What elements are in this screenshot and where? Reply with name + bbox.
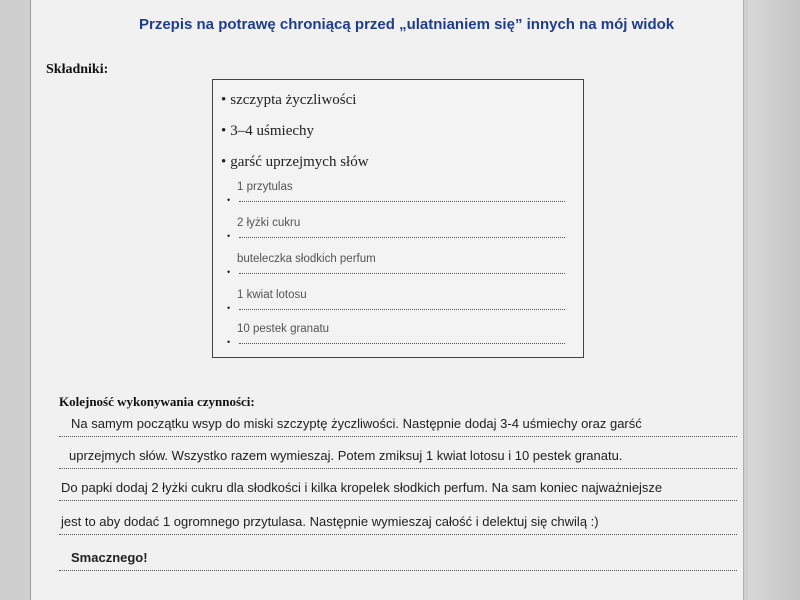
ingredient-dotted-item: • 1 przytulas [235, 181, 565, 209]
bullet-icon: • [227, 303, 231, 313]
ingredients-heading: Składniki: [46, 62, 109, 77]
bullet-icon: • [221, 92, 227, 108]
step-text-line: uprzejmych słów. Wszystko razem wymieszaj. Potem zmiksuj 1 kwiat lotosu i 10 pestek granatu. [59, 446, 737, 472]
step-text-line: jest to aby dodać 1 ogromnego przytulasa. Następnie wymieszaj całość i delektuj się chwilą :) [59, 512, 737, 538]
bullet-icon: • [227, 337, 231, 347]
ingredients-box [212, 79, 584, 358]
dotted-line [239, 237, 565, 238]
ingredient-bullet-item: • 3–4 uśmiechy [221, 123, 315, 139]
ingredient-dotted-item: • buteleczka słodkich perfum [235, 253, 565, 281]
bullet-icon: • [227, 267, 231, 277]
steps-heading: Kolejność wykonywania czynności: [59, 394, 255, 409]
dotted-line [239, 309, 565, 310]
bullet-icon: • [221, 123, 227, 139]
dotted-line [59, 468, 737, 469]
dotted-line [59, 436, 737, 437]
step-text-line: Do papki dodaj 2 łyżki cukru dla słodkości i kilka kropelek słodkich perfum. Na sam koniec najważniejsze [59, 478, 737, 504]
dotted-line [59, 500, 737, 501]
dotted-line [239, 273, 565, 274]
dotted-line [239, 201, 565, 202]
screen-edge [748, 0, 800, 600]
ingredient-dotted-item: • 2 łyżki cukru [235, 217, 565, 245]
bullet-icon: • [227, 195, 231, 205]
bullet-icon: • [221, 154, 227, 170]
step-text-line: Na samym początku wsyp do miski szczyptę życzliwości. Następnie dodaj 3-4 uśmiechy oraz garść [59, 414, 737, 440]
recipe-title: Przepis na potrawę chroniącą przed „ulatnianiem się” innych na mój widok [139, 16, 675, 33]
ingredient-bullet-item: • szczypta życzliwości [221, 92, 357, 108]
bullet-icon: • [227, 231, 231, 241]
ingredient-bullet-item: • garść uprzejmych słów [221, 154, 369, 170]
ingredient-dotted-item: • 10 pestek granatu [235, 323, 565, 351]
document-page [30, 0, 744, 600]
ingredient-dotted-item: • 1 kwiat lotosu [235, 289, 565, 317]
dotted-line [239, 343, 565, 344]
dotted-line [59, 534, 737, 535]
closing-line: Smacznego! [59, 548, 737, 574]
dotted-line [59, 570, 737, 571]
